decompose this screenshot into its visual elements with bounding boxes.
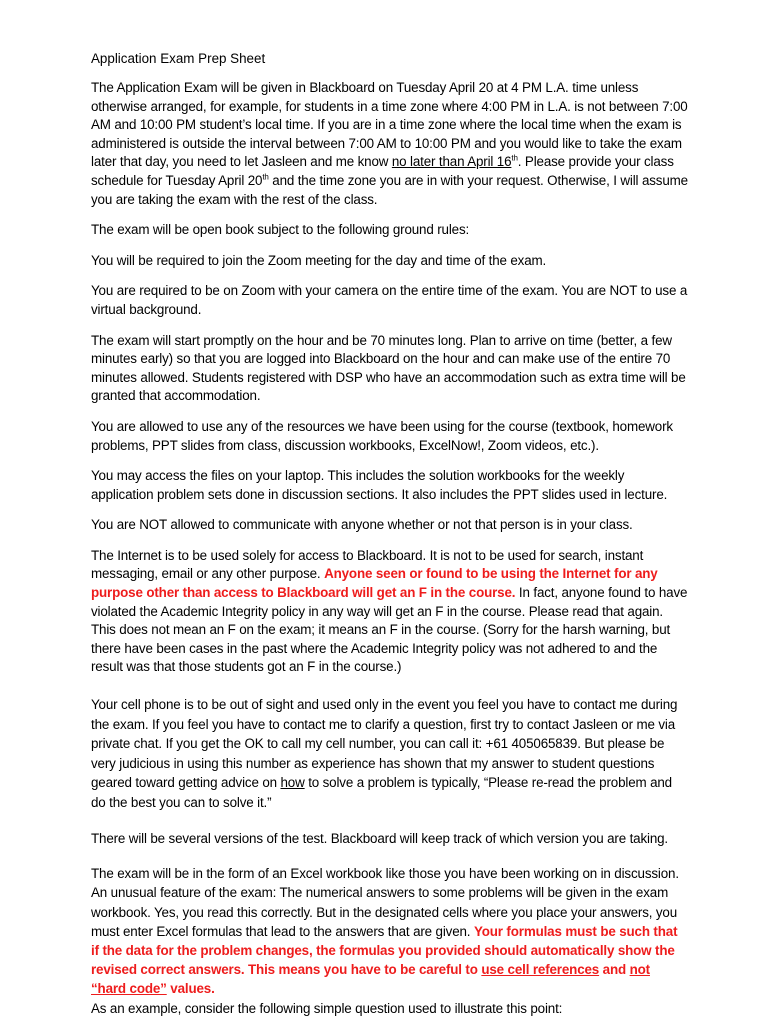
text-run: The Internet is to be used solely for access to Blackboard. It is not to be used for search, instant messaging, email or any other purpose. [91,547,644,582]
paragraph-allowed-resources: You are allowed to use any of the resources we have been using for the course (textbook, homework problems, PPT slides from class, discussion workbooks, ExcelNow!, Zoom videos, etc.). [91,418,673,453]
superscript: th [511,153,518,163]
paragraph-laptop-files: You may access the files on your laptop. This includes the solution workbooks for the weekly application problem sets done in discussion sections. It also includes the PPT slides used in lecture. [91,468,668,502]
underlined-word: how [280,775,305,791]
paragraph-test-versions: There will be several versions of the test. Blackboard will keep track of which version you are taking. [91,830,668,846]
paragraph-excel-format [91,864,688,1018]
text-run: to solve a problem is typically, “Please re-read the problem and do the best you can to solve it.” [91,775,672,810]
deadline-underlined: no later than April 16 [391,154,512,170]
text-run: and the time zone you are in with your request. Otherwise, I will assume you are taking the exam with the rest of the class. [91,172,688,207]
superscript: th [262,172,269,182]
document-title: Application Exam Prep Sheet [91,51,266,66]
paragraph-timing: The exam will start promptly on the hour and be 70 minutes long. Plan to arrive on time (better, a few minutes early) so that you are logged into Blackboard on the hour and can make use of the entire 70 minutes allowed. Students registered with DSP who have an accommodation such as extra time will be granted that accommodation. [91,332,686,404]
text-run: In fact, anyone found to have violated the Academic Integrity policy in any way will get an F in the course. Please read that again. This does not mean an F on the exam; it means an F in the course. (Sorry for the harsh warning, but there have been cases in the past where the Academic Integrity policy was not adhered to and the result was that those students got an F in the course.) [91,585,688,675]
paragraph-ground-rules-intro: The exam will be open book subject to the following ground rules: [91,222,470,238]
paragraph-zoom-join: You will be required to join the Zoom meeting for the day and time of the exam. [91,252,547,268]
paragraph-exam-schedule [91,79,688,209]
text-run: Your cell phone is to be out of sight and used only in the event you feel you have to contact me during the exam. If you feel you have to contact me to clarify a question, first try to contact Jasleen or me via private chat. If you get the OK to call my cell number, you can call it: +61 405065839. But please be very judicious in using this number as experience has shown that my answer to student questions geared toward getting advice on [91,697,678,791]
paragraph-camera-rule: You are required to be on Zoom with your camera on the entire time of the exam. You are NOT to use a virtual background. [91,283,688,317]
text-run: The Application Exam will be given in Blackboard on Tuesday April 20 at 4 PM L.A. time unless otherwise arranged, for example, for students in a time zone where 4:00 PM in L.A. is not between 7:00 AM and 10:00 PM student’s local time. If you are in a time zone where the local time when the exam is administered is outside the interval between 7:00 AM to 10:00 PM and you would like to take the exam later that day, you need to let Jasleen and me know [91,80,688,170]
text-run: The exam will be in the form of an Excel workbook like those you have been working on in discussion. An unusual feature of the exam: The numerical answers to some problems will be given in the exam workbook. Yes, you read this correctly. But in the designated cells where you place your answers, you must enter Excel formulas that lead to the answers that are given. [91,866,679,939]
text-run: . Please provide your class schedule for Tuesday April 20 [91,154,674,188]
warning-red-text: and [599,962,630,978]
warning-red-underlined: not “hard code” [91,962,650,997]
paragraph-internet-policy [91,547,688,677]
paragraph-no-communication: You are NOT allowed to communicate with anyone whether or not that person is in your class. [91,517,633,533]
warning-red-text: values. [166,981,215,997]
text-run: As an example, consider the following simple question used to illustrate this point: [91,1000,563,1016]
warning-red-underlined: use cell references [481,962,600,978]
warning-red-text: Anyone seen or found to be using the Internet for any purpose other than access to Blackboard will get an F in the course. [91,566,658,601]
paragraph-cell-phone [91,695,688,813]
warning-red-text: Your formulas must be such that if the data for the problem changes, the formulas you provided should automatically show the revised correct answers. This means you have to be careful to [91,923,678,978]
